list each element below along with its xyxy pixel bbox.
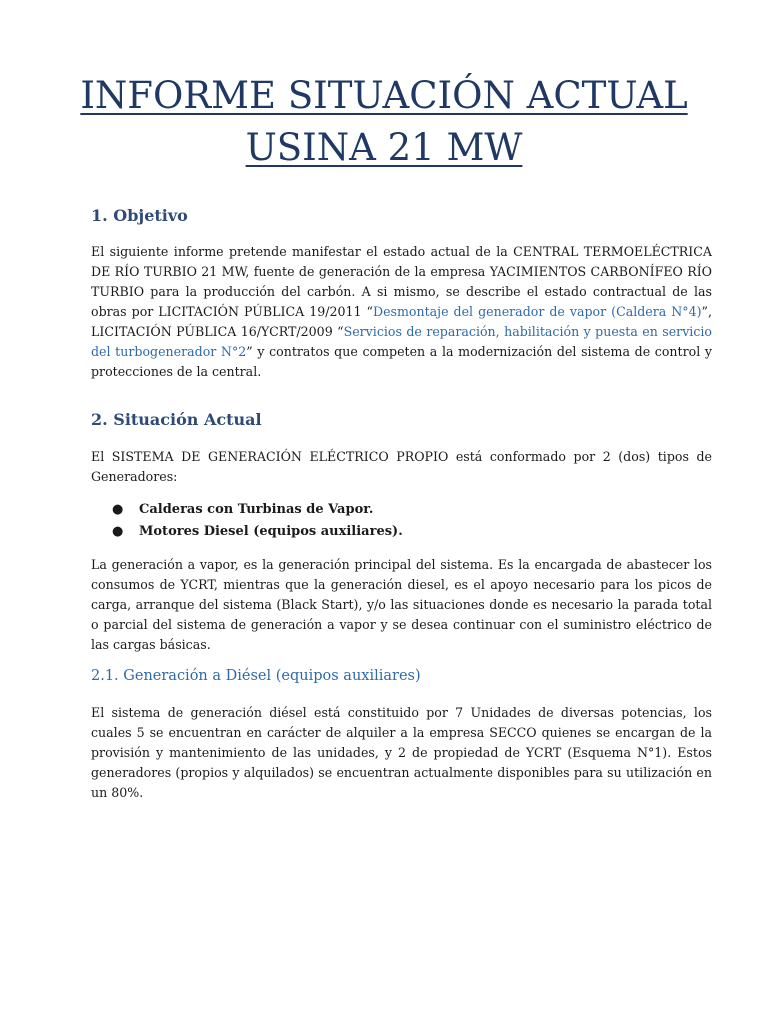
- diesel-paragraph: El sistema de generación diésel está constituido por 7 Unidades de diversas potencias, los cuales 5 se encuentran en carácter de alquiler a la empresa SECCO quienes se encargan de la provisión y mantenimiento de las unidades, y 2 de propiedad de YCRT (Esquema N°1). Estos generadores (propios y alquilados) se encuentran actualmente disponibles para su utilización en un 80%.: [91, 705, 712, 800]
- section-heading-situacion-actual: 2. Situación Actual: [91, 410, 262, 429]
- list-item: [112, 521, 712, 543]
- document-title: [60, 70, 708, 174]
- list-item-label: Motores Diesel (equipos auxiliares).: [139, 524, 403, 539]
- situacion-paragraph-1: El SISTEMA DE GENERACIÓN ELÉCTRICO PROPIO está conformado por 2 (dos) tipos de Generadores:: [91, 449, 712, 484]
- section-heading-objetivo: 1. Objetivo: [91, 206, 188, 225]
- objetivo-link-caldera: Desmontaje del generador de vapor (Caldera N°4): [372, 304, 702, 319]
- title-line-2: USINA 21 MW: [245, 126, 523, 169]
- generator-types-list: [112, 499, 712, 543]
- objetivo-text-b: ”, LICITACIÓN PÚBLICA 16/YCRT/2009 “: [91, 304, 712, 339]
- objetivo-link-turbogenerador: Servicios de reparación, habilitación y puesta en servicio del turbogenerador N°2: [91, 324, 712, 359]
- section-heading-generacion-diesel: 2.1. Generación a Diésel (equipos auxiliares): [91, 668, 421, 684]
- objetivo-text-a: El siguiente informe pretende manifestar el estado actual de la CENTRAL TERMOELÉCTRICA DE RÍO TURBIO 21 MW, fuente de generación de la empresa YACIMIENTOS CARBONÍFEO RÍO TURBIO para la producción del carbón. A si mismo, se describe el estado contractual de las obras por LICITACIÓN PÚBLICA 19/2011 “: [91, 244, 712, 319]
- objetivo-paragraph: [91, 242, 712, 382]
- objetivo-text-c: ” y contratos que competen a la modernización del sistema de control y protecciones de la central.: [91, 344, 712, 379]
- bullet-icon: ●: [112, 524, 124, 539]
- list-item-label: Calderas con Turbinas de Vapor.: [139, 502, 374, 517]
- title-line-1: INFORME SITUACIÓN ACTUAL: [80, 74, 688, 117]
- bullet-icon: ●: [112, 502, 124, 517]
- situacion-paragraph-2: La generación a vapor, es la generación principal del sistema. Es la encargada de abastecer los consumos de YCRT, mientras que la generación diesel, es el apoyo necesario para los picos de carga, arranque del sistema (Black Start), y/o las situaciones donde es necesario la parada total o parcial del sistema de generación a vapor y se desea continuar con el suministro eléctrico de las cargas básicas.: [91, 557, 712, 652]
- list-item: [112, 499, 712, 521]
